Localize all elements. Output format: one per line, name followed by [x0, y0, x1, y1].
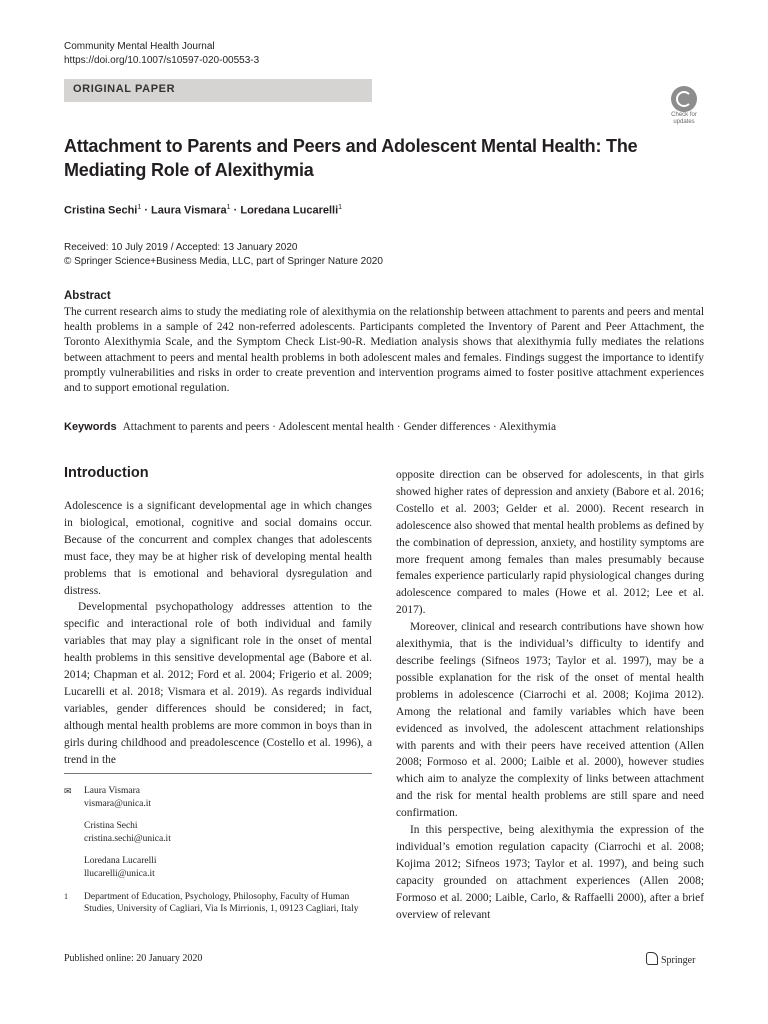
paper-title: [64, 134, 704, 182]
section-band: [64, 79, 372, 102]
abstract-text: The current research aims to study the mediating role of alexithymia on the relationship between attachment to parents and peers and mental health problems in a sample of 242 non-referred adolescents. Participants completed the Inventory of Parent and Peer Attachment, the Toronto Alexithymia Scale, and the Symptom Check List-90-R. Mediation analysis shows that alexithymia fully mediates the relations between attachment to peers and mental health problems in both adolescent males and females. Findings suggest the importance to identify promptly vulnerabilities and risks in order to create prevention and intervention programs aimed to foster positive attachment experiences and to support emotional regulation.: [64, 306, 704, 395]
check-updates-line2: updates: [673, 119, 695, 125]
article-dates: [64, 241, 383, 269]
affiliation-entry: [64, 891, 372, 916]
published-online: Published online: 20 January 2020: [64, 953, 203, 964]
left-column: [64, 498, 372, 769]
publisher-logo: [646, 952, 695, 966]
check-for-updates-button[interactable]: [664, 86, 704, 124]
author-separator: ·: [141, 204, 152, 217]
section-heading-introduction: Introduction: [64, 465, 149, 481]
envelope-icon: ✉: [64, 786, 72, 796]
contact-name: Laura Vismara: [84, 786, 140, 796]
affiliation-text: Department of Education, Psychology, Philosophy, Faculty of Human Studies, University of Cagliari, Via Is Mirrionis, 1, 09123 Cagliari, Italy: [84, 891, 359, 915]
contact-name: Loredana Lucarelli: [84, 856, 157, 867]
doi-link[interactable]: https://doi.org/10.1007/s10597-020-00553-3: [64, 55, 260, 66]
right-column: [396, 467, 704, 923]
contact-entry: [64, 785, 372, 810]
keywords-list: Attachment to parents and peers · Adolescent mental health · Gender differences · Alexithymia: [122, 421, 557, 433]
affiliation-mark: 1: [64, 891, 68, 901]
contact-email[interactable]: llucarelli@unica.it: [84, 868, 155, 879]
author-separator: ·: [230, 204, 241, 217]
journal-name: Community Mental Health Journal: [64, 41, 215, 52]
author-name[interactable]: Cristina Sechi: [64, 204, 138, 217]
publisher-name: Springer: [661, 955, 696, 966]
contact-name: Cristina Sechi: [84, 821, 138, 832]
author-affil: 1: [338, 204, 343, 211]
journal-header: [64, 40, 259, 68]
footnote-divider: [64, 773, 372, 774]
author-name[interactable]: Loredana Lucarelli: [240, 204, 339, 217]
keywords-label: Keywords: [64, 421, 117, 433]
abstract-heading: Abstract: [64, 290, 111, 302]
keywords: [64, 421, 704, 433]
contact-email[interactable]: vismara@unica.it: [84, 798, 152, 809]
title-line-2: Mediating Role of Alexithymia: [64, 160, 314, 180]
author-name[interactable]: Laura Vismara: [151, 204, 227, 217]
footnotes: [64, 785, 372, 926]
springer-horse-icon: [646, 952, 658, 965]
contact-entry: [64, 820, 372, 845]
paragraph: Moreover, clinical and research contributions have shown how alexithymia, that is the individual’s difficulty to identify and describe feelings (Sifneos 1973; Taylor et al. 1997), may be a possible explanation for the risk of the onset of mental health problems in adolescence (Ciarrochi et al. 2008; Kojima 2012). Among the relational and family variables which have been evidenced as involved, the adolescent attachment relationships with parents and with their peers have received attention (Allen 2008; Formoso et al. 2000; Laible et al. 2000), however studies which aim to analyze the complexity of links between attachment and the risk for mental health problems are still spare and need confirmation.: [396, 621, 704, 820]
copyright-line: © Springer Science+Business Media, LLC, part of Springer Nature 2020: [64, 256, 383, 267]
check-updates-icon: [671, 86, 697, 112]
paragraph: Adolescence is a significant developmental age in which changes in biological, emotional, cognitive and social domains occur. Because of the concurrent and complex changes that adolescents must face, they may be at higher risk of developing mental health problems that is emotional and behavioral dysregulation and distress.: [64, 500, 372, 597]
author-affil: 1: [226, 204, 231, 211]
paragraph: Developmental psychopathology addresses attention to the specific and interactional role of both individual and family variables that may play a significant role in the onset of mental health problems in this sensitive developmental age (Babore et al. 2014; Chapman et al. 2012; Ford et al. 2004; Frigerio et al. 2009; Lucarelli et al. 2018; Vismara et al. 2019). As regards individual variables, gender differences should be considered; in fact, although mental health problems are more common in boys than in girls during childhood and preadolescence (Costello et al. 1996), a trend in the: [64, 601, 372, 766]
author-affil: 1: [137, 204, 142, 211]
check-updates-line1: Check for: [671, 112, 697, 118]
received-accepted: Received: 10 July 2019 / Accepted: 13 January 2020: [64, 242, 298, 253]
paragraph: opposite direction can be observed for adolescents, in that girls showed higher rates of depression and anxiety (Babore et al. 2016; Costello et al. 2003; Gelder et al. 2000). Recent research in adolescence also showed that mental health problems as defined by the combination of depression, anxiety, and hostility symptoms are more frequent among females than males presumably because females experience particularly rapid physiological changes during adolescence compared to males (Howe et al. 2012; Lee et al. 2017).: [396, 469, 704, 617]
contact-email[interactable]: cristina.sechi@unica.it: [84, 833, 171, 844]
section-label: ORIGINAL PAPER: [73, 83, 176, 95]
paragraph: In this perspective, being alexithymia the expression of the individual’s emotion regulation capacity (Ciarrochi et al. 2008; Kojima 2012; Sifneos 1973; Taylor et al. 1997), and being such capacity grounded on attachment experiences (Allen 2008; Formoso et al. 2000; Laible, Carlo, & Raffaelli 2000), after a brief overview of relevant: [396, 824, 704, 921]
author-list: [64, 204, 342, 217]
title-line-1: Attachment to Parents and Peers and Adolescent Mental Health: The: [64, 136, 638, 156]
contact-entry: [64, 855, 372, 880]
